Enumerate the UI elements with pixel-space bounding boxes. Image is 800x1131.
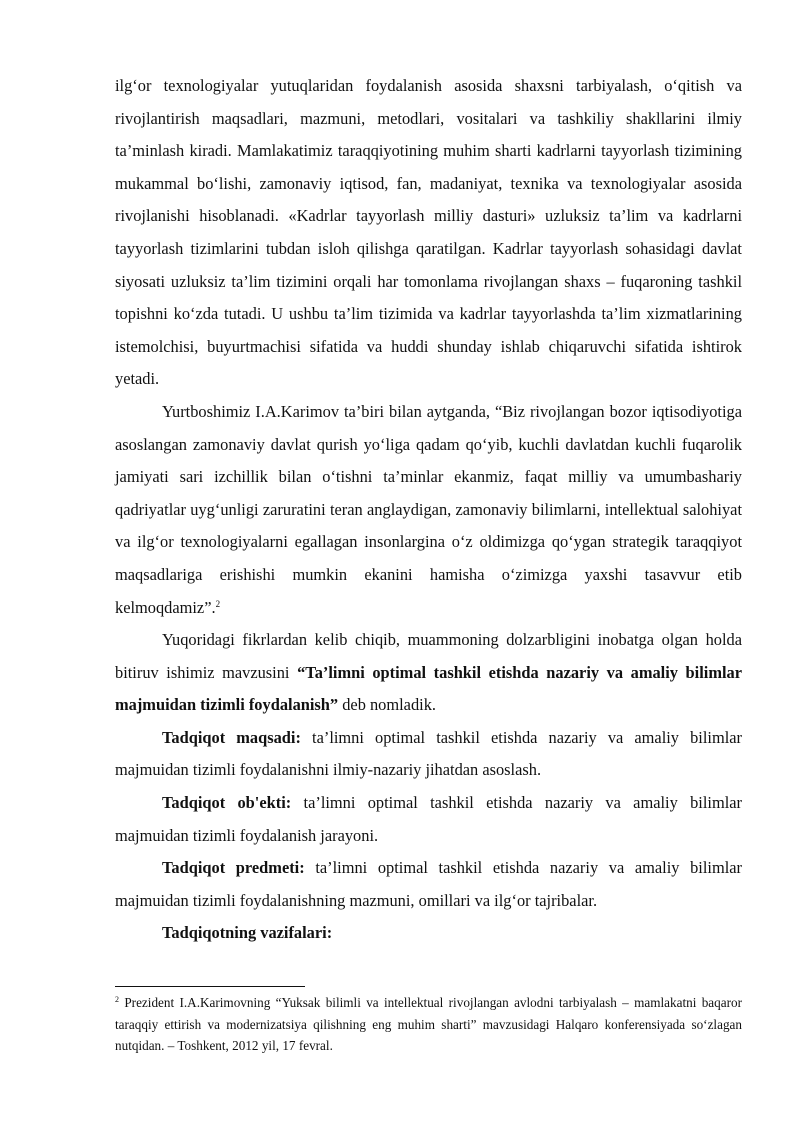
research-tasks-label: Tadqiqotning vazifalari:	[162, 923, 333, 943]
research-subject-label: Tadqiqot predmeti:	[162, 858, 305, 878]
research-goal-text: ta’limni optimal tashkil etishda nazariy va amaliy bilimlar majmuidan tizimli foydalanishni ilmiy-nazariy jihatdan asoslash.	[115, 727, 742, 780]
paragraph-quote-text: Yurtboshimiz I.A.Karimov ta’biri bilan aytganda, “Biz rivojlangan bozor iqtisodiyotiga asoslangan zamonaviy davlat qurish yo‘liga qadam qo‘yib, kuchli davlatdan kuchli fuqarolik jamiyati sari izchillik bilan o‘tishni ta’minlar ekanmiz, faqat milliy va umumbashariy qadriyatlar uyg‘unligi zaruratini teran anglaydigan, zamonaviy bilimlarni, intellektual salohiyat va ilg‘or texnologiyalarni egallagan insonlargina o‘z oldimizga qo‘ygan strategik taraqqiyot maqsadlariga erishishi mumkin ekanini hamisha o‘zimizga yaxshi tasavvur etib kelmoqdamiz”.	[115, 401, 742, 617]
footnote-number: 2	[115, 995, 119, 1004]
research-object-text: ta’limni optimal tashkil etishda nazariy va amaliy bilimlar majmuidan tizimli foydalanish jarayoni.	[115, 793, 742, 845]
footnote-divider	[115, 986, 305, 987]
paragraph-research-object	[115, 787, 742, 852]
research-object-label: Tadqiqot ob'ekti:	[162, 793, 292, 813]
thesis-title: “Ta’limni optimal tashkil etishda nazariy va amaliy bilimlar majmuidan tizimli foydalanish”	[115, 662, 743, 715]
paragraph-topic-tail: deb nomladik.	[338, 695, 436, 715]
paragraph-research-subject	[115, 852, 742, 917]
paragraph-quote	[115, 396, 742, 624]
body-text	[115, 70, 742, 950]
research-goal-label: Tadqiqot maqsadi:	[162, 727, 301, 747]
paragraph-intro-text: ilg‘or texnologiyalar yutuqlaridan foydalanish asosida shaxsni tarbiyalash, o‘qitish va rivojlantirish maqsadlari, mazmuni, metodlari, vositalari va tashkiliy shakllarini ilmiy ta’minlash kiradi. Mamlakatimiz taraqqiyotining muhim sharti kadrlarni tayyorlash tizimining mukammal bo‘lishi, zamonaviy iqtisod, fan, madaniyat, texnika va texnologiyalar asosida rivojlanishi hisoblanadi. «Kadrlar tayyorlash milliy dasturi» uzluksiz ta’lim va kadrlarni tayyorlash tizimlarini tubdan isloh qilishga qaratilgan. Kadrlar tayyorlash sohasidagi davlat siyosati uzluksiz ta’lim tizimini orqali har tomonlama rivojlangan shaxs – fuqaroning tashkil topishni ko‘zda tutadi. U ushbu ta’lim tizimida va kadrlar tayyorlashda ta’lim xizmatlarining istemolchisi, buyurtmachisi sifatida va huddi shunday ishlab chiqaruvchi sifatida ishtirok yetadi.	[115, 76, 742, 389]
footnote-reference[interactable]: 2	[215, 598, 221, 609]
footnote	[115, 992, 742, 1057]
research-subject-text: ta’limni optimal tashkil etishda nazariy va amaliy bilimlar majmuidan tizimli foydalanishning mazmuni, omillari va ilg‘or tajribalar.	[115, 858, 742, 910]
paragraph-research-tasks	[115, 917, 742, 950]
paragraph-topic-lead: Yuqoridagi fikrlardan kelib chiqib, muammoning dolzarbligini inobatga olgan holda bitiruv ishimiz mavzusini	[115, 630, 742, 682]
footnote-text: Prezident I.A.Karimovning “Yuksak bilimli va intellektual rivojlangan avlodni tarbiyalash – mamlakatni baqaror taraqqiy ettirish va modernizatsiya qilishning eng muhim sharti” mavzusidagi Halqaro konferensiyada so‘zlagan nutqidan. – Toshkent, 2012 yil, 17 fevral.	[115, 995, 742, 1053]
paragraph-intro	[115, 70, 742, 396]
paragraph-research-goal	[115, 722, 742, 787]
paragraph-topic	[115, 624, 742, 722]
